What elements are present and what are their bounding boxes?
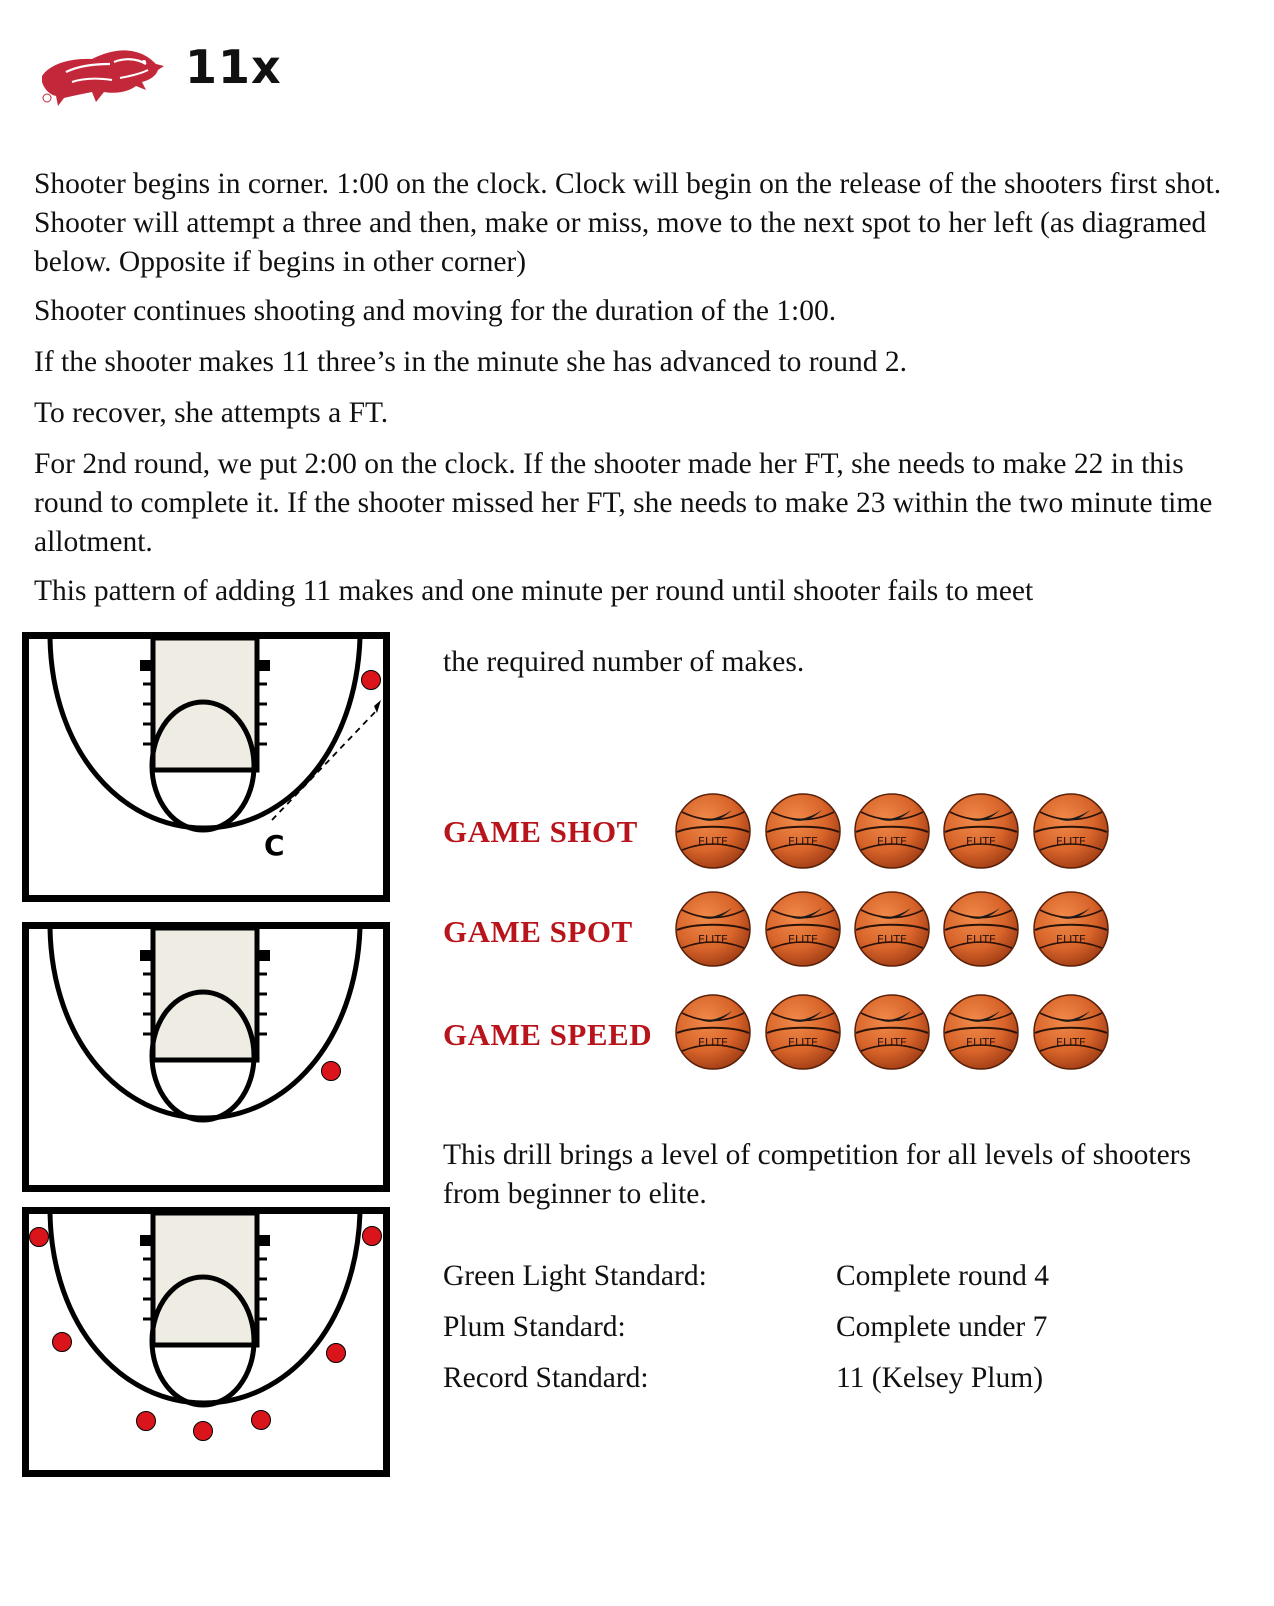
court-diagram-two — [22, 922, 390, 1192]
basketball-icon — [764, 993, 842, 1071]
standard-value-plum: Complete under 7 — [836, 1311, 1048, 1343]
basketball-icon — [853, 890, 931, 968]
paragraph-round-two: For 2nd round, we put 2:00 on the clock. If the shooter made her FT, she needs to make 22 in this round to complete it. If the shooter missed her FT, she needs to make 23 within the two minute time allotment. — [34, 448, 1213, 558]
basketball-icon — [674, 993, 752, 1071]
basketball-icon — [1032, 993, 1110, 1071]
paragraph-continue: Shooter continues shooting and moving for the duration of the 1:00. — [34, 295, 837, 327]
basketball-icon — [942, 792, 1020, 870]
paragraph-setup: Shooter begins in corner. 1:00 on the clock. Clock will begin on the release of the shooters first shot. Shooter will attempt a three and then, make or miss, move to the next spot to her left (as diagramed below. Opposite if begins in other corner) — [34, 168, 1222, 278]
court-diagram-one — [22, 632, 390, 902]
basketball-icon — [674, 792, 752, 870]
basketball-icon — [764, 792, 842, 870]
label-game-shot: GAME SHOT — [443, 814, 638, 849]
paragraph-continuation: the required number of makes. — [443, 646, 805, 678]
basketball-icon — [942, 993, 1020, 1071]
basketball-icon — [853, 792, 931, 870]
basketball-icon — [1032, 890, 1110, 968]
label-game-speed: GAME SPEED — [443, 1017, 653, 1052]
paragraph-advance: If the shooter makes 11 three’s in the minute she has advanced to round 2. — [34, 346, 908, 378]
standard-label-plum: Plum Standard: — [443, 1311, 626, 1343]
basketball-icon — [764, 890, 842, 968]
court-diagram-three — [22, 1207, 390, 1477]
paragraph-closing: This drill brings a level of competition for all levels of shooters from beginner to elite. — [443, 1139, 1191, 1210]
razorback-logo — [36, 42, 168, 108]
coach-label: C — [264, 829, 285, 862]
standard-value-record: 11 (Kelsey Plum) — [836, 1362, 1044, 1394]
paragraph-pattern: This pattern of adding 11 makes and one minute per round until shooter fails to meet — [34, 575, 1034, 607]
standard-label-record: Record Standard: — [443, 1362, 649, 1394]
basketball-icon — [853, 993, 931, 1071]
paragraph-recover: To recover, she attempts a FT. — [34, 397, 389, 429]
basketball-icon — [674, 890, 752, 968]
label-game-spot: GAME SPOT — [443, 914, 633, 949]
page-title: 11x — [185, 40, 282, 94]
basketball-icon — [1032, 792, 1110, 870]
standard-value-green-light: Complete round 4 — [836, 1260, 1050, 1292]
standard-label-green-light: Green Light Standard: — [443, 1260, 707, 1292]
basketball-icon — [942, 890, 1020, 968]
